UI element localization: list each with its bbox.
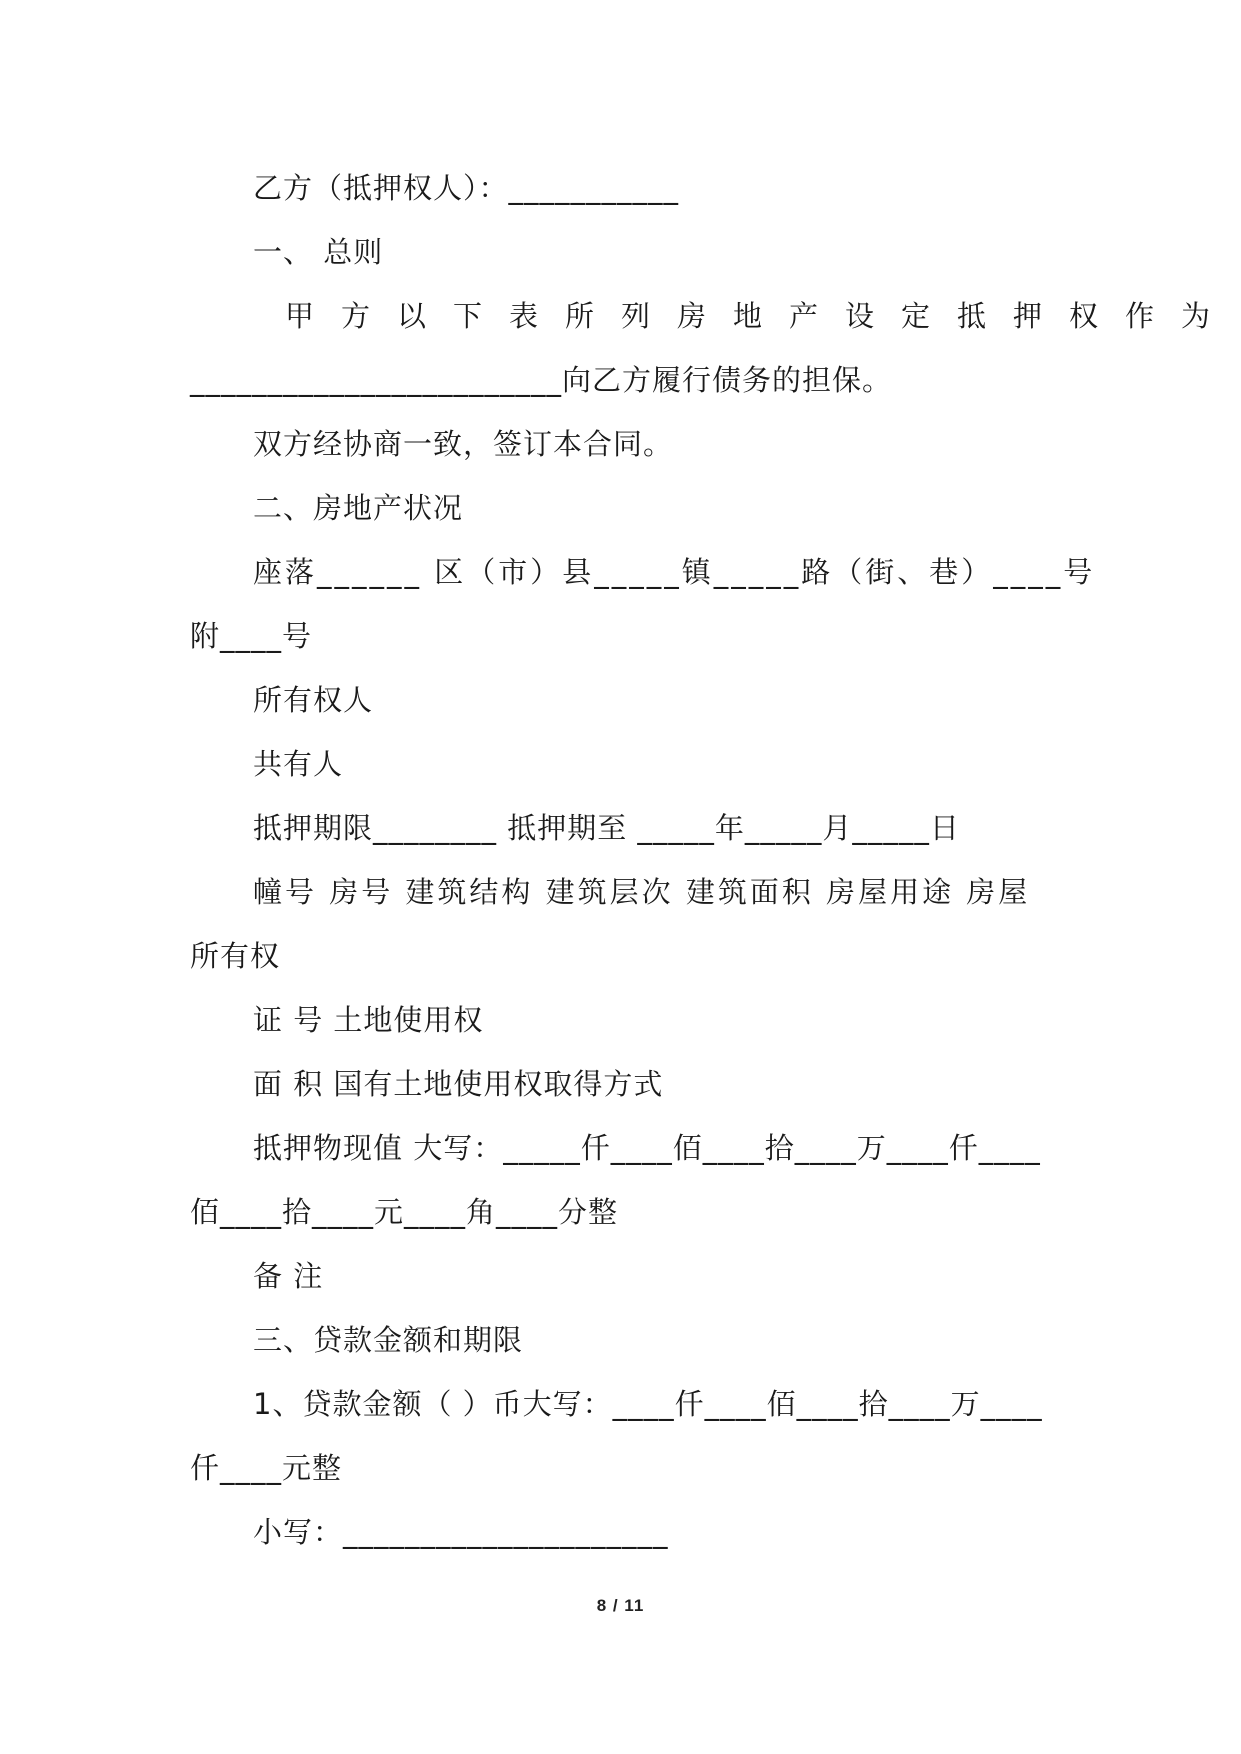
loan-amount-line-1: 1、贷款金额（ ）币大写：____仟____佰____拾____万____ [253, 1387, 1043, 1421]
agreement-line: 双方经协商一致，签订本合同。 [253, 427, 674, 461]
location-line-1: 座落______ 区（市）县_____镇_____路（街、巷）____号 [253, 555, 1096, 589]
location-line-2: 附____号 [190, 619, 313, 653]
amount-in-figures-line: 小写：_____________________ [253, 1515, 669, 1549]
certificate-line: 证 号 土地使用权 [253, 1003, 484, 1037]
section-1-heading: 一、 总则 [253, 235, 384, 269]
current-value-line-1: 抵押物现值 大写：_____仟____佰____拾____万____仟____ [253, 1131, 1041, 1165]
section-3-heading: 三、贷款金额和期限 [253, 1323, 524, 1357]
general-clause-line-2: ________________________向乙方履行债务的担保。 [190, 363, 893, 397]
remarks-line: 备 注 [253, 1259, 324, 1293]
page-number: 8 / 11 [596, 1596, 645, 1615]
mortgage-term-line: 抵押期限________ 抵押期至 _____年_____月_____日 [253, 811, 960, 845]
area-line: 面 积 国有土地使用权取得方式 [253, 1067, 664, 1101]
section-2-heading: 二、房地产状况 [253, 491, 464, 525]
loan-amount-line-2: 仟____元整 [190, 1451, 343, 1485]
general-clause-line-1: 甲方以下表所列房地产设定抵押权作为 [285, 299, 1238, 333]
co-owner-line: 共有人 [253, 747, 344, 781]
party-b-line: 乙方（抵押权人）：___________ [253, 171, 680, 205]
current-value-line-2: 佰____拾____元____角____分整 [190, 1195, 619, 1229]
owner-line: 所有权人 [253, 683, 374, 717]
property-table-header-line-1: 幢号 房号 建筑结构 建筑层次 建筑面积 房屋用途 房屋 [253, 875, 1031, 909]
property-table-header-line-2: 所有权 [190, 939, 281, 973]
